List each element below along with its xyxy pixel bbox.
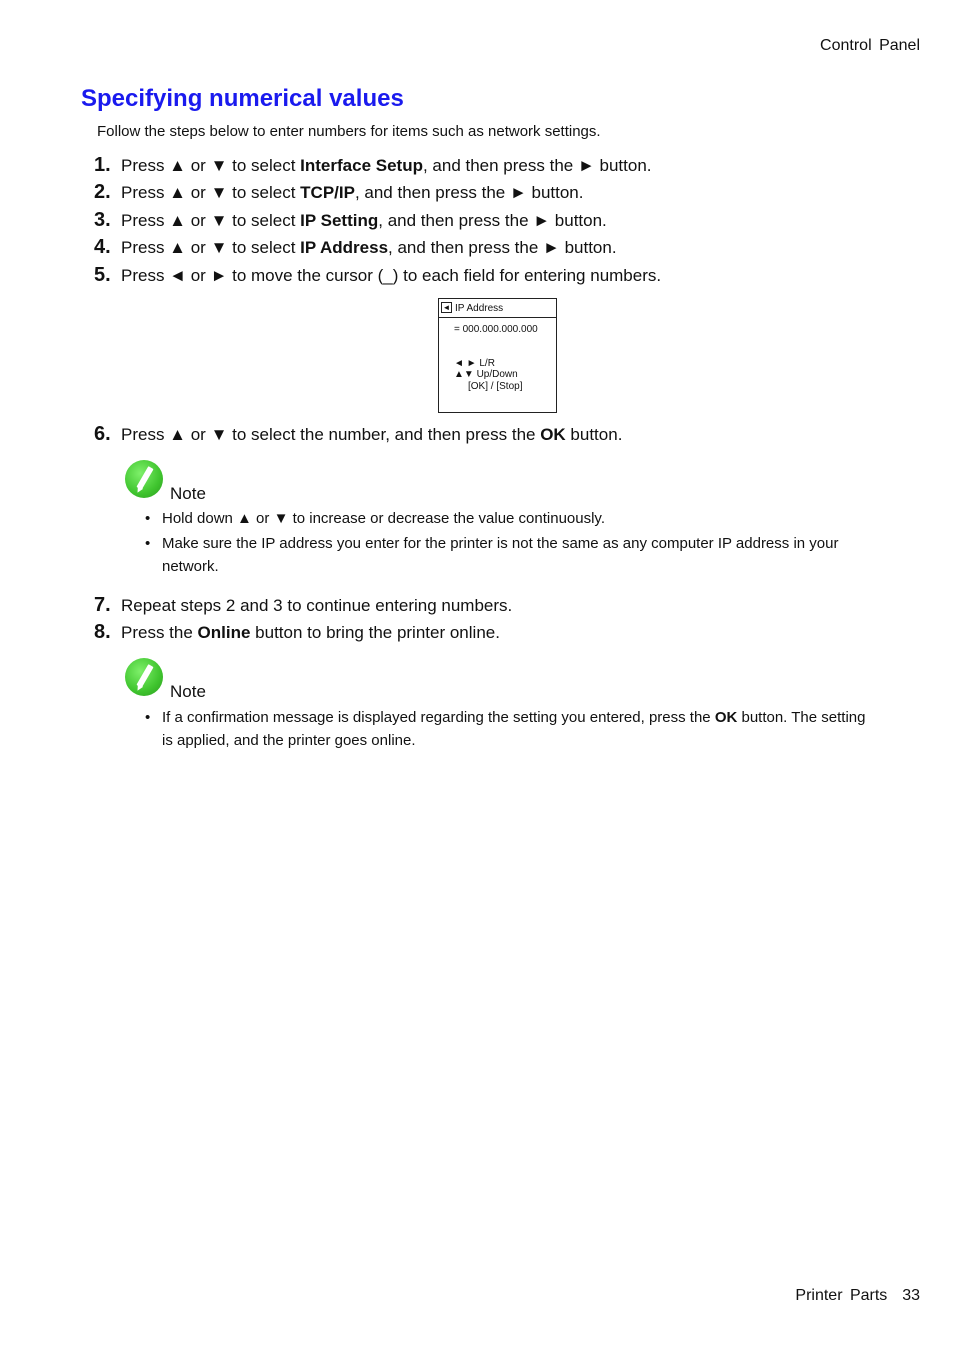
lcd-ip-value: = 000.000.000.000 (454, 324, 538, 335)
step-number: 3. (94, 209, 111, 231)
step-number: 5. (94, 264, 111, 286)
step-5: 5. Press ◄ or ► to move the cursor (_) to each field for entering numbers. (94, 264, 662, 286)
step-2: 2. Press ▲ or ▼ to select TCP/IP, and then press the ► button. (94, 181, 584, 203)
note-label: Note (170, 682, 206, 701)
lcd-hint-lr: ◄ ► L/R (454, 358, 495, 369)
step-number: 2. (94, 181, 111, 203)
step-number: 6. (94, 423, 111, 445)
note-bullet: • Make sure the IP address you enter for the printer is not the same as any computer IP address in your network. (145, 535, 839, 575)
step-number: 7. (94, 594, 111, 616)
page-footer (795, 1287, 920, 1305)
lcd-hint-updown: ▲▼ Up/Down (454, 369, 518, 380)
lcd-hint-ok-stop: [OK] / [Stop] (468, 381, 523, 392)
lcd-header (439, 299, 556, 318)
step-1: 1. Press ▲ or ▼ to select Interface Setup, and then press the ► button. (94, 154, 652, 176)
step-8: 8. Press the Online button to bring the printer online. (94, 621, 500, 643)
page-title: Specifying numerical values (81, 85, 404, 112)
intro-text: Follow the steps below to enter numbers for items such as network settings. (97, 123, 601, 140)
step-3: 3. Press ▲ or ▼ to select IP Setting, and then press the ► button. (94, 209, 607, 231)
note-bullet: • Hold down ▲ or ▼ to increase or decrease the value continuously. (145, 510, 605, 527)
footer-chapter: Printer Parts (795, 1287, 888, 1304)
note-label: Note (170, 484, 206, 503)
lcd-screen-illustration (438, 298, 557, 413)
step-number: 8. (94, 621, 111, 643)
back-arrow-icon: ◄ (442, 303, 451, 312)
note-pencil-icon (125, 460, 163, 498)
note-pencil-icon (125, 658, 163, 696)
step-number: 1. (94, 154, 111, 176)
note-bullet: • If a confirmation message is displayed regarding the setting you entered, press the OK button. The setting is applied, and the printer goes online. (145, 709, 866, 749)
lcd-title: IP Address (455, 303, 504, 314)
step-4: 4. Press ▲ or ▼ to select IP Address, and then press the ► button. (94, 236, 617, 258)
step-number: 4. (94, 236, 111, 258)
step-6: 6. Press ▲ or ▼ to select the number, and then press the OK button. (94, 423, 623, 445)
step-7: 7. Repeat steps 2 and 3 to continue entering numbers. (94, 594, 513, 616)
header-section-title: Control Panel (820, 37, 920, 54)
page-number: 33 (902, 1287, 920, 1304)
